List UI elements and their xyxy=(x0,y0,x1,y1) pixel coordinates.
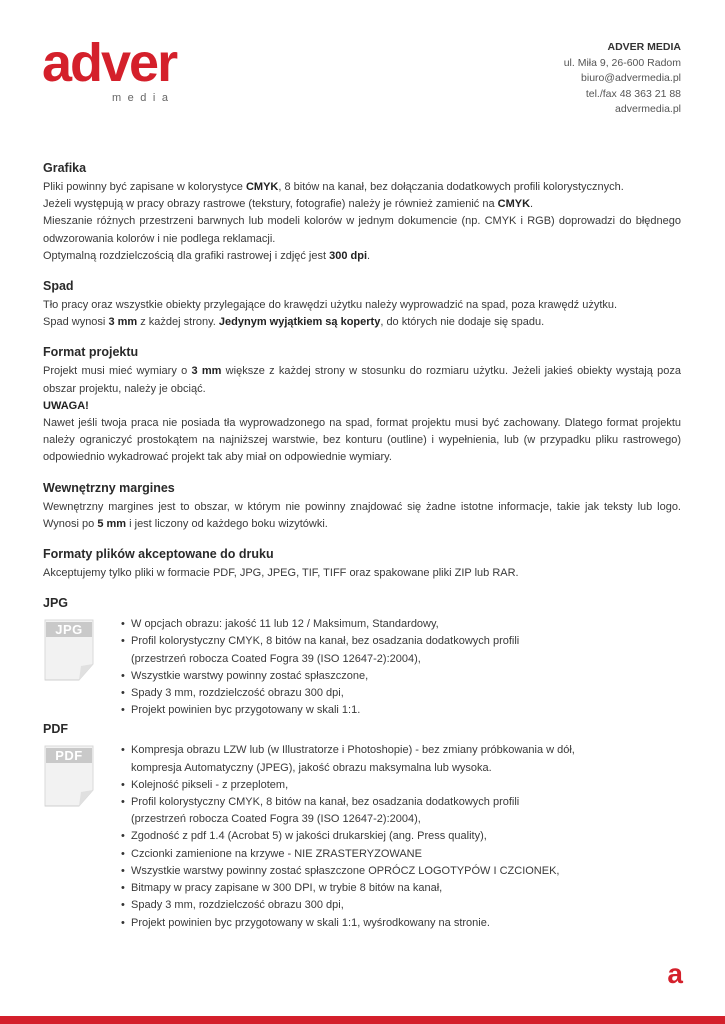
section-title: PDF xyxy=(43,722,68,737)
list-item: • Profil kolorystyczny CMYK, 8 bitów na kanał, bez osadzania dodatkowych profili (przestrzeń robocza Coated Fogra 39 (ISO 12647-2):2004), xyxy=(121,633,519,667)
paragraph: Pliki powinny być zapisane w kolorystyce CMYK, 8 bitów na kanał, bez dołączania dodatkowych profili kolorystycznych. xyxy=(43,181,624,193)
list-item: • Spady 3 mm, rozdzielczość obrazu 300 dpi, xyxy=(121,897,575,914)
paragraph: Optymalną rozdzielczością dla grafiki rastrowej i zdjęć jest 300 dpi. xyxy=(43,249,371,262)
section-grafika xyxy=(43,160,681,265)
list-item: • Wszystkie warstwy powinny zostać spłaszczone, xyxy=(121,668,519,685)
section-title: Formaty plików akceptowane do druku xyxy=(43,547,274,562)
list-item: • Spady 3 mm, rozdzielczość obrazu 300 dpi, xyxy=(121,685,519,702)
pdf-file-icon xyxy=(43,744,95,808)
list-item: • Kompresja obrazu LZW lub (w Illustratorze i Photoshopie) - bez zmiany próbkowania w dół, kompresja Automatyczny (JPEG), jakość obrazu maksymalna lub wysoka. xyxy=(121,742,575,776)
jpg-file-icon xyxy=(43,618,95,682)
list-item: • Profil kolorystyczny CMYK, 8 bitów na kanał, bez osadzania dodatkowych profili (przestrzeń robocza Coated Fogra 39 (ISO 12647-2):2004), xyxy=(121,794,575,828)
adver-media-logo xyxy=(42,33,182,108)
logo-wordmark: adver xyxy=(42,33,177,93)
address: ul. Miła 9, 26-600 Radom xyxy=(563,56,681,69)
list-item: • W opcjach obrazu: jakość 11 lub 12 / Maksimum, Standardowy, xyxy=(121,616,519,633)
paragraph: Akceptujemy tylko pliki w formacie PDF, JPG, JPEG, TIF, TIFF oraz spakowane pliki ZIP lub RAR. xyxy=(43,567,519,580)
document-body xyxy=(43,160,681,932)
paragraph: Projekt musi mieć wymiary o 3 mm większe z każdej strony w stosunku do rozmiaru użytku. Jeżeli jakieś obiekty wystają poza obszar projektu, należy je obciąć. xyxy=(43,365,681,395)
section-margines xyxy=(43,480,681,533)
section-formaty-plikow xyxy=(43,546,681,582)
section-jpg xyxy=(43,595,681,719)
list-item: • Zgodność z pdf 1.4 (Acrobat 5) w jakości drukarskiej (ang. Press quality), xyxy=(121,828,575,845)
pdf-requirements-list xyxy=(121,742,575,931)
paragraph: Mieszanie różnych przestrzeni barwnych lub modeli kolorów w jednym dokumencie (np. CMYK i RGB) doprowadzi do błędnego odwzorowania kolorów i nie podlega reklamacji. xyxy=(43,215,681,245)
jpg-icon-label: JPG xyxy=(46,622,92,637)
section-title: Wewnętrzny margines xyxy=(43,480,175,495)
list-item: • Projekt powinien byc przygotowany w skali 1:1, wyśrodkowany na stronie. xyxy=(121,915,575,932)
section-format-projektu xyxy=(43,344,681,466)
warning-label: UWAGA! xyxy=(43,399,89,412)
paragraph: Wewnętrzny margines jest to obszar, w którym nie powinny znajdować się żadne istotne informacje, takie jak teksty lub logo. Wynosi po 5 mm i jest liczony od każdego boku wizytówki. xyxy=(43,500,681,530)
website: advermedia.pl xyxy=(615,103,681,115)
pdf-icon-label: PDF xyxy=(46,748,92,763)
list-item: • Bitmapy w pracy zapisane w 300 DPI, w trybie 8 bitów na kanał, xyxy=(121,880,575,897)
section-title: Spad xyxy=(43,279,74,294)
list-item: • Projekt powinien byc przygotowany w skali 1:1. xyxy=(121,702,519,719)
logo-subtitle: media xyxy=(112,92,175,104)
section-title: JPG xyxy=(43,596,69,611)
paragraph: Spad wynosi 3 mm z każdej strony. Jedynym wyjątkiem są koperty, do których nie dodaje się spadu. xyxy=(43,316,545,329)
company-name: ADVER MEDIA xyxy=(607,41,681,53)
email: biuro@advermedia.pl xyxy=(581,72,681,84)
paragraph: Tło pracy oraz wszystkie obiekty przylegające do krawędzi użytku należy wyprowadzić na spad, poza krawędź użytku. xyxy=(43,299,618,312)
footer-bar xyxy=(0,1016,725,1024)
section-spad xyxy=(43,278,681,331)
paragraph: Jeżeli występują w pracy obrazy rastrowe (tekstury, fotografie) należy je również zamienić na CMYK. xyxy=(43,198,534,211)
phone: tel./fax 48 363 21 88 xyxy=(585,87,681,100)
section-pdf xyxy=(43,721,681,931)
list-item: • Czcionki zamienione na krzywe - NIE ZRASTERYZOWANE xyxy=(121,846,575,863)
jpg-requirements-list xyxy=(121,616,519,719)
section-title: Grafika xyxy=(43,161,87,175)
list-item: • Wszystkie warstwy powinny zostać spłaszczone OPRÓCZ LOGOTYPÓW I CZCIONEK, xyxy=(121,863,575,880)
footer-logo-mark: a xyxy=(667,958,683,989)
section-title: Format projektu xyxy=(43,345,139,360)
paragraph: Nawet jeśli twoja praca nie posiada tła wyprowadzonego na spad, format projektu musi być zachowany. Dlatego format projektu należy ograniczyć prostokątem na najniższej warstwie, bez konturu (outline) i wypełnienia, lub (w przypadku pliku rastrowego) odpowiednio wykadrować projekt tak aby miał on odpowiednie wymiary. xyxy=(43,417,681,464)
contact-block xyxy=(564,40,681,118)
list-item: • Kolejność pikseli - z przeplotem, xyxy=(121,777,575,794)
